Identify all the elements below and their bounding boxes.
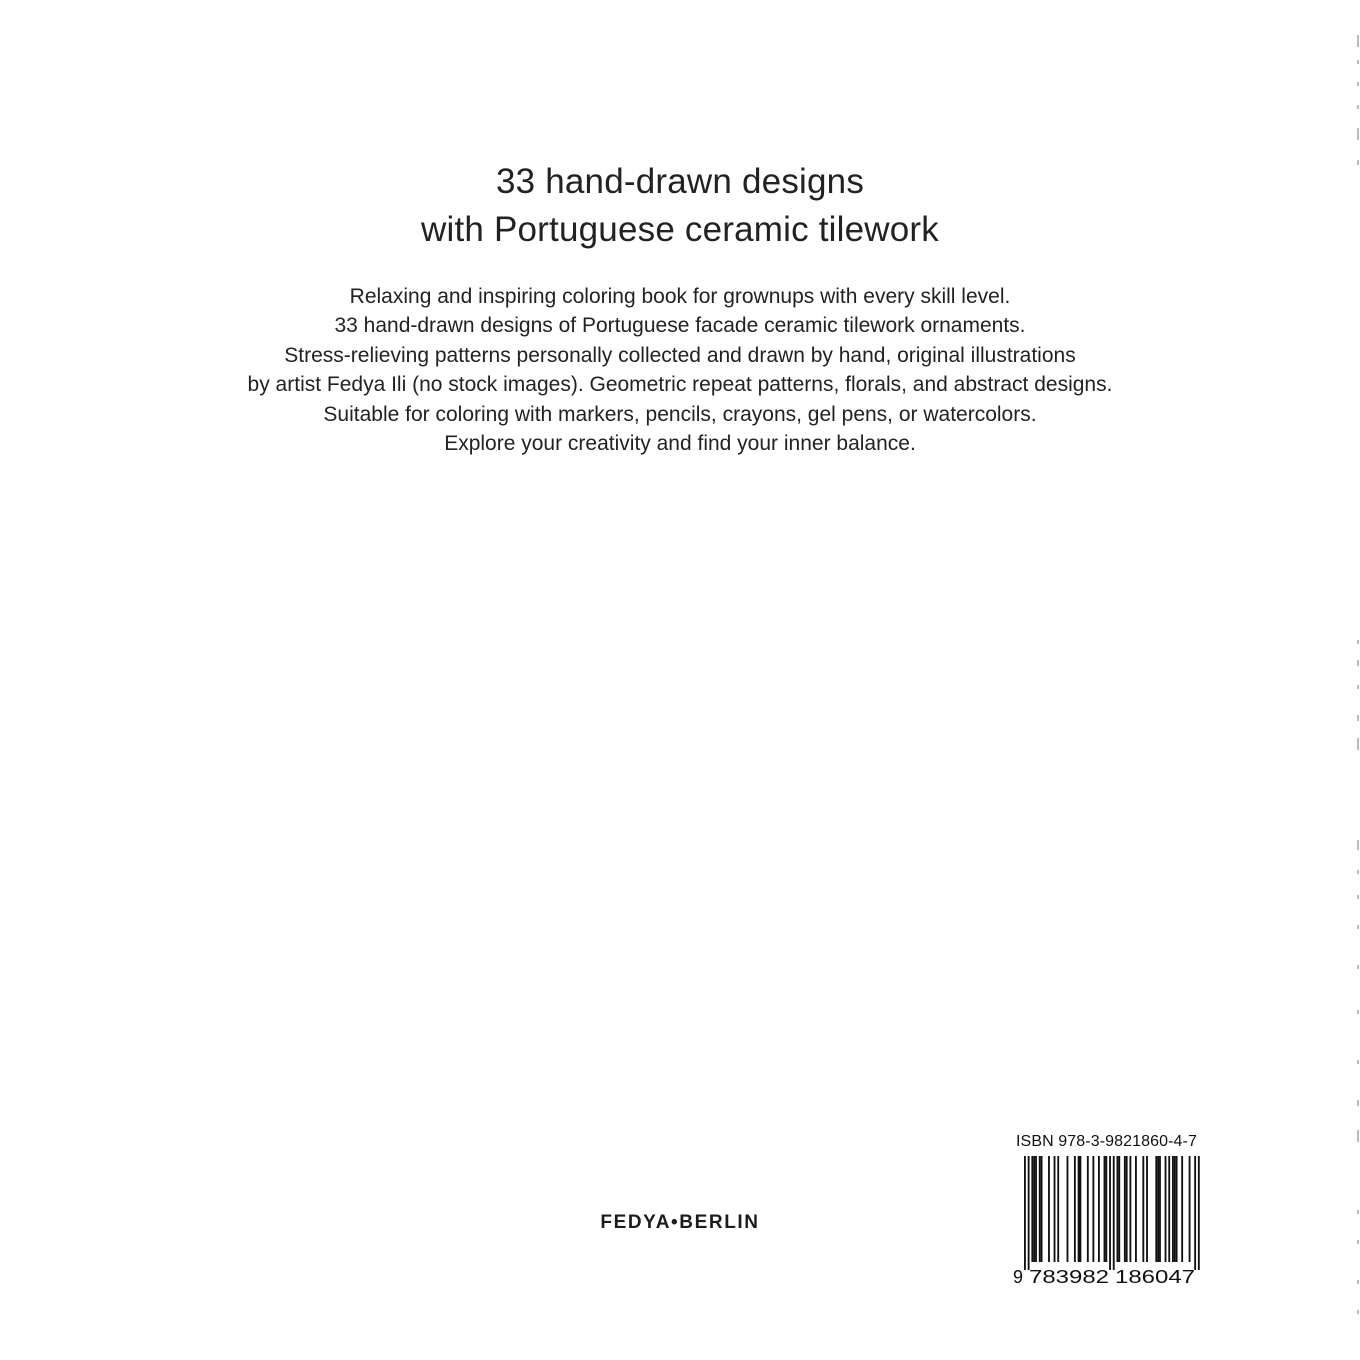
barcode-bar <box>1155 1156 1157 1262</box>
barcode-bar <box>1104 1156 1106 1262</box>
barcode-bar <box>1054 1156 1056 1262</box>
title-line-1: 33 hand-drawn designs <box>495 162 865 201</box>
barcode-bar <box>1189 1156 1191 1262</box>
barcode-bar <box>1124 1156 1126 1262</box>
barcode-bar <box>1048 1156 1050 1262</box>
description-line-3: Stress-relieving patterns personally collected and drawn by hand, original illustrations <box>284 343 1076 367</box>
barcode-graphic <box>1008 1152 1214 1290</box>
barcode-bar <box>1135 1156 1137 1262</box>
barcode-bar <box>1092 1156 1094 1262</box>
publisher-logo: FEDYA•BERLIN <box>600 1212 760 1233</box>
barcode-bar <box>1118 1156 1120 1262</box>
barcode-bar <box>1142 1156 1144 1262</box>
barcode-bar <box>1157 1156 1159 1262</box>
barcode-bar <box>1057 1156 1059 1262</box>
barcode-bar <box>1024 1156 1026 1270</box>
barcode-bar <box>1041 1156 1043 1262</box>
description-line-2: 33 hand-drawn designs of Portuguese facade ceramic tilework ornaments. <box>334 314 1026 338</box>
barcode-bar <box>1198 1156 1200 1270</box>
barcode-bar <box>1033 1156 1035 1262</box>
barcode-bar <box>1146 1156 1148 1262</box>
barcode-bar <box>1126 1156 1128 1262</box>
barcode-bar <box>1181 1156 1183 1262</box>
description-line-1: Relaxing and inspiring coloring book for grownups with every skill level. <box>349 285 1011 308</box>
barcode-bar <box>1172 1156 1174 1262</box>
barcode-bar <box>1031 1156 1033 1262</box>
book-title <box>0 158 1360 254</box>
book-description <box>0 282 1360 458</box>
barcode-lead-digit: 9 <box>1013 1267 1024 1287</box>
barcode-left-digits: 783982 <box>1029 1267 1109 1287</box>
barcode-right-digits: 186047 <box>1115 1267 1195 1287</box>
barcode-bar <box>1035 1156 1037 1262</box>
isbn-barcode <box>1008 1130 1214 1290</box>
barcode-bar <box>1080 1156 1082 1262</box>
barcode-bar <box>1159 1156 1161 1262</box>
barcode-bar <box>1078 1156 1080 1262</box>
barcode-bar <box>1117 1156 1119 1262</box>
description-line-5: Suitable for coloring with markers, pencils, crayons, gel pens, or watercolors. <box>323 402 1037 426</box>
description-line-4: by artist Fedya Ili (no stock images). Geometric repeat patterns, florals, and abstract designs. <box>247 373 1113 397</box>
barcode-bar <box>1168 1156 1170 1262</box>
isbn-label: ISBN 978-3-9821860-4-7 <box>1016 1133 1197 1150</box>
barcode-bar <box>1105 1156 1107 1262</box>
barcode-bar <box>1098 1156 1100 1262</box>
barcode-bar <box>1113 1156 1115 1270</box>
barcode-bar <box>1194 1156 1196 1270</box>
barcode-bar <box>1109 1156 1111 1270</box>
barcode-bar <box>1165 1156 1167 1262</box>
barcode-bar <box>1028 1156 1030 1270</box>
description-line-6: Explore your creativity and find your inner balance. <box>444 432 916 456</box>
trim-edge-marks <box>1354 0 1360 1360</box>
barcode-bar <box>1176 1156 1178 1262</box>
barcode-bar <box>1039 1156 1041 1262</box>
barcode-bars <box>1024 1156 1200 1270</box>
barcode-bar <box>1129 1156 1131 1262</box>
title-line-2: with Portuguese ceramic tilework <box>421 210 939 249</box>
barcode-bar <box>1174 1156 1176 1262</box>
barcode-bar <box>1087 1156 1089 1262</box>
barcode-bar <box>1067 1156 1069 1262</box>
barcode-bar <box>1074 1156 1076 1262</box>
